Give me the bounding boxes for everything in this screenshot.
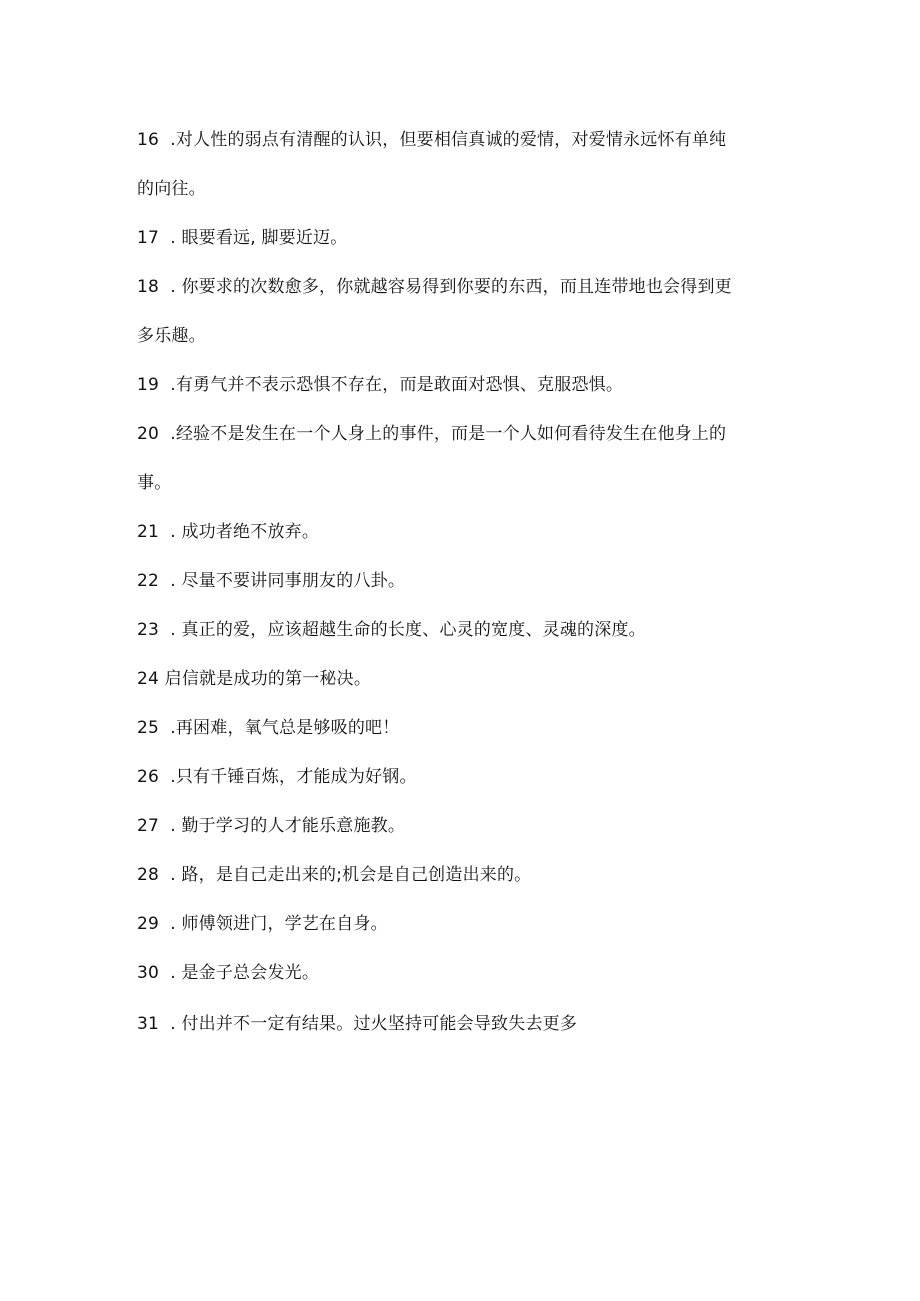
text-line-23: 23 . 真正的爱，应该超越生命的长度、心灵的宽度、灵魂的深度。	[137, 620, 646, 640]
text-line-16: 16 .对人性的弱点有清醒的认识，但要相信真诚的爱情，对爱情永远怀有单纯	[137, 130, 727, 150]
text-line-29: 29 . 师傅领进门，学艺在自身。	[137, 914, 388, 934]
text-line-22: 22 . 尽量不要讲同事朋友的八卦。	[137, 571, 406, 591]
text-line-20: 20 .经验不是发生在一个人身上的事件，而是一个人如何看待发生在他身上的	[137, 424, 727, 444]
text-line-27: 27 . 勤于学习的人才能乐意施教。	[137, 816, 406, 836]
text-line-25: 25 .再困难，氧气总是够吸的吧！	[137, 718, 400, 738]
text-line-17: 17 . 眼要看远, 脚要近迈。	[137, 228, 348, 248]
text-line-18: 18 . 你要求的次数愈多，你就越容易得到你要的东西，而且连带地也会得到更	[137, 277, 732, 297]
text-line-31: 31 . 付出并不一定有结果。过火坚持可能会导致失去更多	[137, 1014, 578, 1034]
text-line-21: 21 . 成功者绝不放弃。	[137, 522, 320, 542]
text-line-28: 28 . 路，是自己走出来的;机会是自己创造出来的。	[137, 865, 532, 885]
text-line-26: 26 .只有千锤百炼，才能成为好钢。	[137, 767, 417, 787]
text-line-24: 24 启信就是成功的第一秘决。	[137, 669, 372, 689]
text-line-19: 19 .有勇气并不表示恐惧不存在，而是敢面对恐惧、克服恐惧。	[137, 375, 624, 395]
text-line-16-continued: 的向往。	[137, 179, 206, 199]
text-line-20-continued: 事。	[137, 473, 172, 493]
text-line-18-continued: 多乐趣。	[137, 326, 206, 346]
text-line-30: 30 . 是金子总会发光。	[137, 963, 320, 983]
